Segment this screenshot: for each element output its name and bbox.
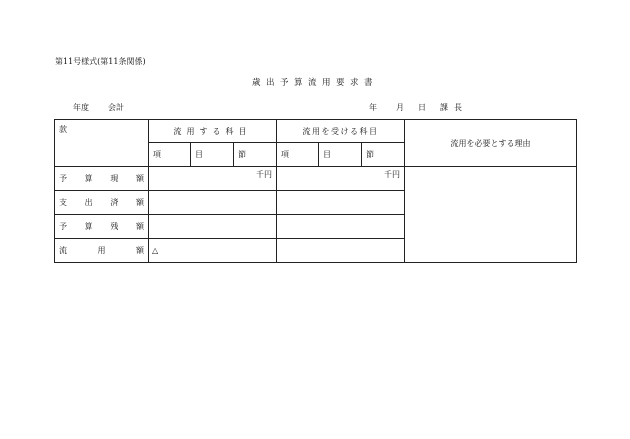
date-year-label: 年: [369, 103, 377, 112]
budget-remaining-label: 予 算 残 額: [55, 215, 149, 239]
to-budget-current-cell[interactable]: 千円: [277, 167, 405, 191]
from-setsu-header: 節: [234, 143, 277, 167]
to-expended-cell[interactable]: [277, 191, 405, 215]
expended-amount-label: 支 出 済 額: [55, 191, 149, 215]
from-moku-header: 目: [191, 143, 234, 167]
to-moku-header: 目: [319, 143, 362, 167]
fiscal-year-label: 年度: [73, 103, 89, 112]
to-setsu-header: 節: [362, 143, 405, 167]
to-diversion-cell[interactable]: [277, 239, 405, 263]
from-remaining-cell[interactable]: [149, 215, 277, 239]
from-subject-header: 流用する科目: [149, 120, 277, 143]
form-label: 第11号様式(第11条関係): [55, 57, 146, 66]
date-month-label: 月: [396, 103, 404, 112]
account-label: 会計: [108, 103, 124, 112]
diversion-request-table: [54, 119, 577, 263]
page-title: 歳出予算流用要求書: [251, 78, 378, 88]
to-subject-header: 流用を受ける科目: [277, 120, 405, 143]
from-kou-header: 項: [149, 143, 191, 167]
from-budget-current-cell[interactable]: 千円: [149, 167, 277, 191]
reason-cell[interactable]: [405, 167, 577, 263]
reason-header: 流用を必要とする理由: [405, 120, 577, 167]
diversion-amount-label: 流 用 額: [55, 239, 149, 263]
to-remaining-cell[interactable]: [277, 215, 405, 239]
kan-header: 款: [55, 120, 149, 167]
from-expended-cell[interactable]: [149, 191, 277, 215]
budget-current-label: 予 算 現 額: [55, 167, 149, 191]
date-day-label: 日: [418, 103, 426, 112]
from-diversion-cell[interactable]: △: [149, 239, 277, 263]
to-kou-header: 項: [277, 143, 319, 167]
section-chief-label: 課長: [440, 103, 468, 112]
